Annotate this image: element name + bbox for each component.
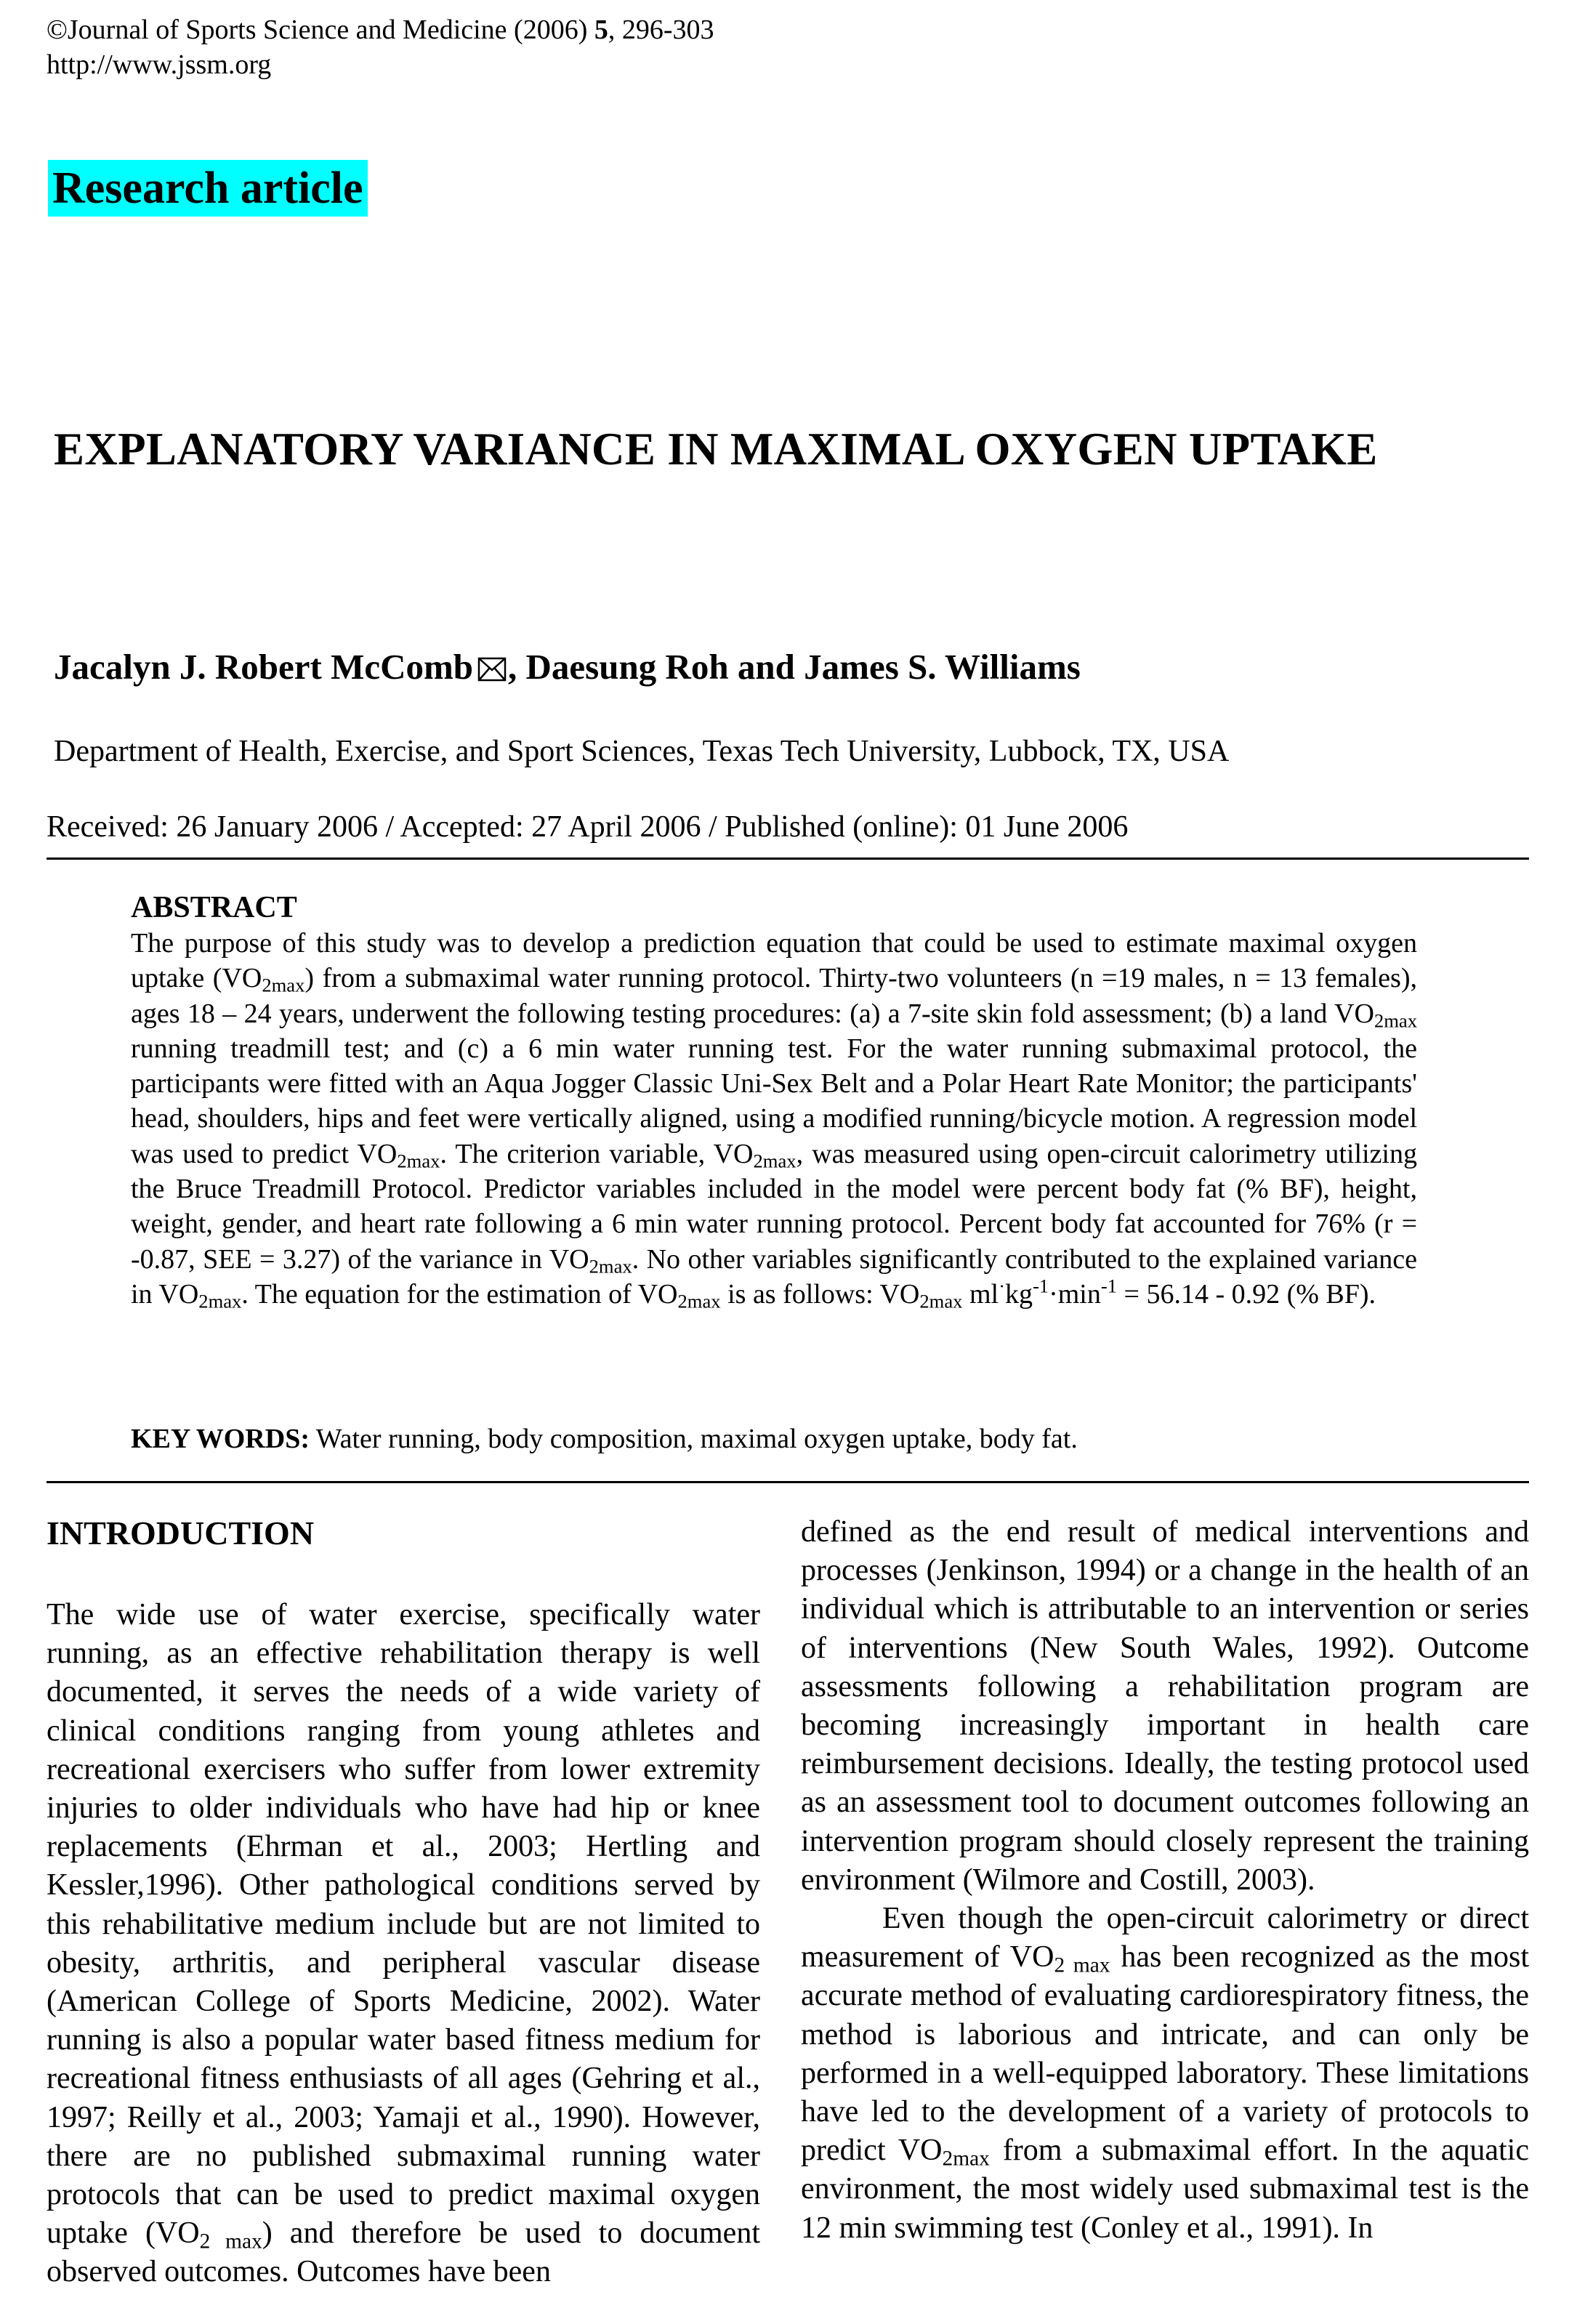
abstract-subscript: 2max [262,974,305,996]
body-text: from a submaximal effort. In the aquatic environment, the most widely used submaximal test is the 12 min swimming test (Conley et al., 1991). In [801,2134,1529,2245]
author-list [54,645,1081,692]
abstract-text: ·min [1049,1278,1101,1310]
abstract-subscript: 2max [198,1290,242,1312]
body-text: The wide use of water exercise, specifically water running, as an effective rehabilitation therapy is well documented, it serves the needs of a wide variety of clinical conditions ranging from young athletes and recreational exercisers who suffer from lower extremity injuries to older individuals who have had hip or knee replacements (Ehrman et al., 2003; Hertling and Kessler,1996). Other pathological conditions served by this rehabilitative medium include but are not limited to obesity, arthritis, and peripheral vascular disease (American College of Sports Medicine, 2002). Water running is also a popular water based fitness medium for recreational fitness enthusiasts of all ages (Gehring et al., 1997; Reilly et al., 2003; Yamaji et al., 1990). However, there are no published submaximal running water protocols that can be used to predict maximal oxygen uptake (VO [47,1598,760,2251]
author-first: Jacalyn J. Robert McComb [54,647,474,687]
abstract-subscript: 2max [677,1290,721,1312]
abstract-text: ) from a submaximal water running protocol. Thirty-two volunteers (n =19 males, n = 13 females), ages 18 – 24 years, underwent the following testing procedures: (a) a 7-site skin fold assessment; (b) a land VO [131,963,1417,1029]
article-type-label: Research article [48,160,368,217]
abstract-heading: ABSTRACT [131,891,297,924]
abstract-text: . The equation for the estimation of VO [241,1278,678,1310]
body-text: ) and therefore be used to document observed outcomes. Outcomes have been [47,2216,760,2289]
body-column-right [801,1513,1529,2324]
paragraph [47,1596,760,2292]
keywords-text: Water running, body composition, maximal oxygen uptake, body fat. [309,1424,1078,1454]
publication-dates: Received: 26 January 2006 / Accepted: 27 April 2006 / Published (online): 01 June 2006 [47,810,1129,844]
abstract-subscript: 2max [753,1150,796,1172]
abstract-text: = 56.14 - 0.92 (% BF). [1117,1278,1376,1310]
body-column-left [47,1596,760,2324]
paragraph: defined as the end result of medical interventions and processes (Jenkinson, 1994) or a change in the health of an individual which is attributable to an intervention or series of interventions (New South Wales, 1992). Outcome assessments following a rehabilitation program are becoming increasingly important in health care reimbursement decisions. Ideally, the testing protocol used as an assessment tool to document outcomes following an intervention program should closely represent the training environment (Wilmore and Costill, 2003). [801,1515,1529,1897]
abstract-subscript: 2max [589,1255,632,1278]
divider-top [47,858,1529,860]
abstract-text: running treadmill test; and (c) a 6 min water running test. For the water running submaximal protocol, the participants were fitted with an Aqua Jogger Classic Uni-Sex Belt and a Polar Heart Rate Monitor; the participants' head, shoulders, hips and feet were vertically aligned, using a modified running/bicycle motion. A regression model was used to predict VO [131,1033,1417,1169]
journal-citation [47,13,714,47]
body-subscript: 2 max [199,2230,262,2254]
body-subscript: 2max [942,2147,990,2171]
abstract-text: kg [1004,1278,1033,1310]
abstract-text: ml [962,1278,999,1310]
journal-volume: 5 [594,15,608,45]
paragraph [801,1900,1529,2248]
abstract-text: . No other variables significantly contributed to the explained variance in VO [131,1243,1417,1310]
abstract-text: , was measured using open-circuit calorimetry utilizing the Bruce Treadmill Protocol. Predictor variables included in the model were percent body fat (% BF), height, weight, gender, and heart rate following a 6 min water running protocol. Percent body fat accounted for 76% (r = -0.87, SEE = 3.27) of the variance in VO [131,1138,1417,1275]
body-subscript: 2 max [1054,1953,1110,1977]
abstract-text: The purpose of this study was to develop a prediction equation that could be used to estimate maximal oxygen uptake (VO [131,928,1417,994]
divider-bottom [47,1481,1529,1483]
keywords [131,1421,1078,1456]
journal-pages: , 296-303 [608,15,714,45]
envelope-icon[interactable] [477,648,507,692]
affiliation: Department of Health, Exercise, and Sport Sciences, Texas Tech University, Lubbock, TX, USA [54,735,1230,768]
body-text: Even though the open-circuit calorimetry or direct measurement of VO [801,1902,1529,1974]
abstract-subscript: 2max [397,1150,440,1172]
journal-url[interactable]: http://www.jssm.org [47,49,272,80]
abstract-body [131,926,1417,1312]
keywords-label: KEY WORDS: [131,1424,310,1454]
journal-citation-text: ©Journal of Sports Science and Medicine (2006) [47,15,594,45]
introduction-heading: INTRODUCTION [47,1514,315,1552]
author-others: , Daesung Roh and James S. Williams [508,647,1081,687]
body-text: has been recognized as the most accurate method of evaluating cardiorespiratory fitness, the method is laborious and intricate, and can only be performed in a well-equipped laboratory. These limitations have led to the development of a variety of protocols to predict VO [801,1940,1529,2168]
abstract-superscript: -1 [1032,1275,1049,1297]
article-title: EXPLANATORY VARIANCE IN MAXIMAL OXYGEN UPTAKE [54,424,1378,475]
abstract-subscript: 2max [1374,1009,1417,1032]
abstract-section [131,889,1417,1312]
abstract-subscript: 2max [919,1290,963,1312]
abstract-text: is as follows: VO [720,1278,920,1310]
abstract-text: . The criterion variable, VO [440,1138,754,1169]
abstract-superscript: -1 [1100,1275,1118,1297]
abstract-middot: · [999,1275,1005,1297]
